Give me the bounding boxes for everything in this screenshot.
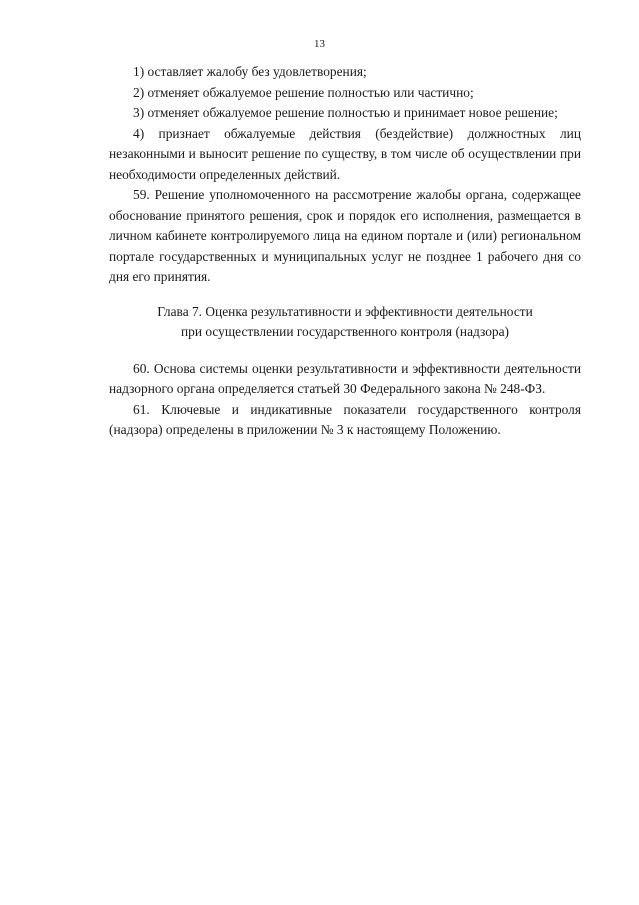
paragraph-61: 61. Ключевые и индикативные показатели государственного контроля (надзора) определены в приложении № 3 к настоящему Положению.	[109, 401, 581, 437]
paragraph-60: 60. Основа системы оценки результативности и эффективности деятельности надзорного органа определяется статьей 30 Федерального закона № 248-ФЗ.	[109, 360, 581, 396]
chapter-heading-line-1: Глава 7. Оценка результативности и эффективности деятельности	[157, 303, 533, 319]
paragraph-item-4: 4) признает обжалуемые действия (бездействие) должностных лиц незаконными и выносит решение по существу, в том числе об осуществлении при необходимости определенных действий.	[109, 125, 581, 182]
paragraph-item-3: 3) отменяет обжалуемое решение полностью и принимает новое решение;	[133, 105, 558, 120]
paragraph-item-2: 2) отменяет обжалуемое решение полностью или частично;	[133, 84, 474, 100]
page-number: 13	[314, 38, 325, 50]
paragraph-item-1: 1) оставляет жалобу без удовлетворения;	[133, 64, 367, 79]
chapter-heading	[109, 302, 581, 343]
paragraph-59: 59. Решение уполномоченного на рассмотрение жалобы органа, содержащее обоснование принятого решения, срок и порядок его исполнения, размещается в личном кабинете контролируемого лица на едином портале и (или) региональном портале государственных и муниципальных услуг не позднее 1 рабочего дня со дня его принятия.	[109, 187, 581, 284]
document-body	[109, 62, 581, 441]
chapter-heading-line-2: при осуществлении государственного контроля (надзора)	[181, 324, 509, 339]
